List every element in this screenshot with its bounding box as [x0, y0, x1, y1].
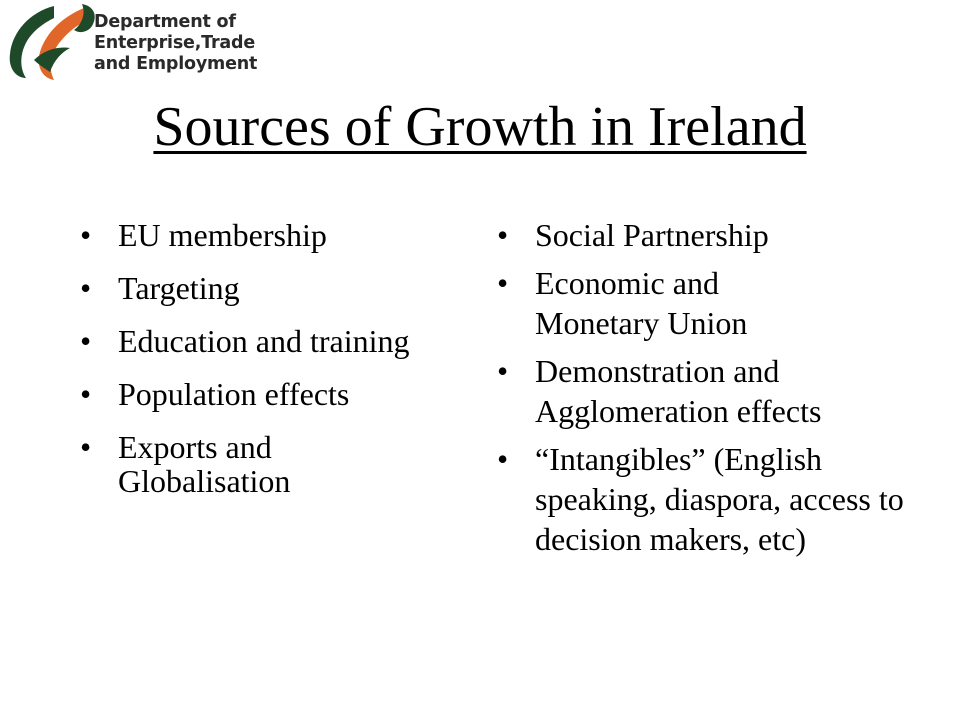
list-item	[80, 218, 480, 252]
list-item	[80, 324, 480, 358]
logo-line-2: Enterprise,Trade	[94, 33, 256, 53]
department-logo	[4, 2, 274, 82]
list-item-text: Education and training	[118, 323, 410, 359]
list-item	[497, 215, 937, 255]
bullet-icon: •	[80, 217, 92, 253]
logo-text	[94, 12, 257, 75]
list-item	[497, 351, 935, 431]
list-item-text: Population effects	[118, 376, 350, 412]
list-item	[80, 430, 348, 498]
list-item-text: Economic and Monetary Union	[535, 265, 748, 341]
list-item	[80, 377, 480, 411]
list-item	[80, 271, 480, 305]
bullet-icon: •	[497, 217, 509, 253]
bullet-icon: •	[497, 265, 509, 301]
bullet-icon: •	[80, 376, 92, 412]
list-item-text: “Intangibles” (English speaking, diaspora, access to decision makers, etc)	[535, 441, 904, 557]
right-bullet-list	[497, 215, 937, 567]
left-bullet-list	[80, 218, 480, 517]
list-item-text: Demonstration and Agglomeration effects	[535, 353, 822, 429]
logo-emblem-icon	[4, 2, 100, 82]
list-item-text: Social Partnership	[535, 217, 769, 253]
bullet-icon: •	[80, 270, 92, 306]
slide-title: Sources of Growth in Ireland	[153, 96, 807, 158]
logo-line-1: Department of	[94, 12, 236, 32]
bullet-icon: •	[497, 441, 509, 477]
bullet-icon: •	[80, 323, 92, 359]
bullet-icon: •	[497, 353, 509, 389]
list-item-text: Exports and Globalisation	[118, 429, 291, 499]
list-item	[497, 263, 835, 343]
list-item-text: Targeting	[118, 270, 240, 306]
bullet-icon: •	[80, 429, 92, 465]
list-item	[497, 439, 915, 559]
logo-line-3: and Employment	[94, 54, 258, 74]
list-item-text: EU membership	[118, 217, 327, 253]
